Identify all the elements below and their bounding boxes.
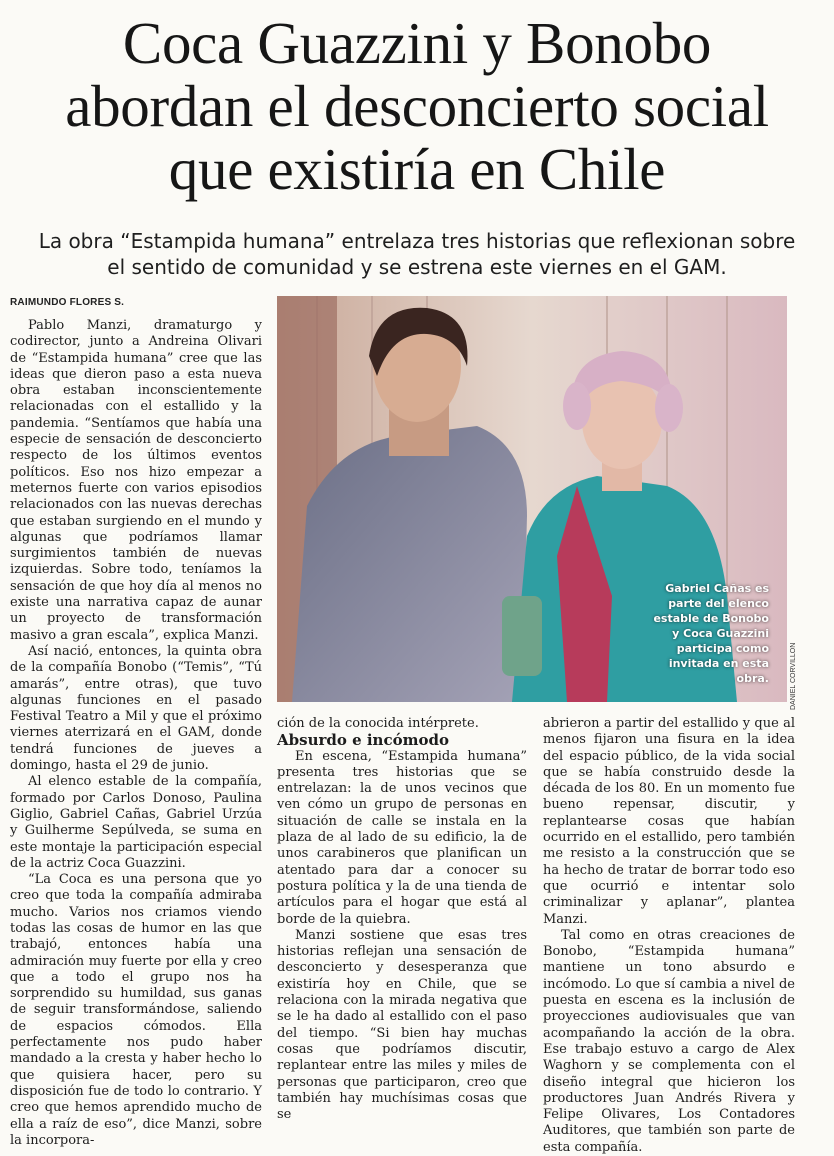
paragraph-continuation: ción de la conocida intérprete. [277, 716, 479, 731]
deck-line-2: el sentido de comunidad y se estrena este viernes en el GAM. [107, 255, 727, 279]
paragraph: Así nació, entonces, la quinta obra de la compañía Bonobo (“Temis”, “Tú amarás”, entre otras), que tuvo algunas funciones en el pasado Festival Teatro a Mil y que el próximo viernes aterrizará en el GAM, donde tendrá funciones de jueves a domingo, hasta el 29 de junio. [10, 643, 262, 774]
headline [10, 12, 824, 201]
paragraph: Pablo Manzi, dramaturgo y codirector, junto a Andreina Olivari de “Estampida humana” cree que las ideas que dieron paso a esta nueva obra estaban inconscientemente relacionadas con el estallido y la pandemia. “Sentíamos que había una especie de sensación de desconcierto respecto de los últimos eventos políticos. Eso nos hizo empezar a meternos fuerte con varios episodios relacionados con las nuevas derechas que estaban surgiendo en el mundo y algunas que podríamos llamar surgimientos también de nuevas izquierdas. Sobre todo, teníamos la sensación de que hoy día al menos no existe una narrativa capaz de aunar un proyecto de transformación masivo a gran escala”, explica Manzi. [10, 318, 262, 643]
article-photo [277, 296, 787, 702]
deck-subtitle [30, 228, 804, 280]
paragraph: Manzi sostiene que esas tres historias reflejan una sensación de desconcierto y desesperanza que existiría hoy en Chile, que se relaciona con la mirada negativa que se le ha dado al estallido con el paso del tiempo. “Si bien hay muchas cosas que podríamos discutir, replantear entre las miles y miles de personas que participaron, creo que también hay muchísimas cosas que se [277, 927, 527, 1123]
article-column-1 [10, 318, 262, 1149]
paragraph: Tal como en otras creaciones de Bonobo, “Estampida humana” mantiene un tono absurdo e incómodo. Lo que sí cambia a nivel de puesta en escena es la inclusión de proyecciones audiovisuales que van acompañando la acción de la obra. Ese trabajo estuvo a cargo de Alex Waghorn y se complementa con el diseño integral que hicieron los productores Juan Andrés Rivera y Felipe Olivares, Los Contadores Auditores, que también son parte de esta compañía. [543, 927, 795, 1155]
byline: RAIMUNDO FLORES S. [10, 297, 125, 308]
headline-line-1: Coca Guazzini y Bonobo [122, 10, 712, 76]
article-column-3 [543, 716, 795, 1156]
paragraph: “La Coca es una persona que yo creo que toda la compañía admiraba mucho. Varios nos criamos viendo todas las cosas de humor en las que trabajó, entonces había una admiración muy fuerte por ella y creo que a todo el grupo nos ha sorprendido su humildad, sus ganas de seguir transformándose, saliendo de espacios cómodos. Ella perfectamente nos pudo haber mandado a la cresta y haber hecho lo que quisiera hacer, pero su disposición fue de todo lo contrario. Y creo que hemos aprendido mucho de ella a raíz de eso”, dice Manzi, sobre la incorpora- [10, 872, 262, 1148]
deck-line-1: La obra “Estampida humana” entrelaza tres historias que reflexionan sobre [38, 229, 796, 253]
paragraph: En escena, “Estampida humana” presenta tres historias que se entrelazan: la de unos vecinos que ven cómo un grupo de personas en situación de calle se instala en la plaza de al lado de su edificio, la de unos carabineros que planifican un atentado para dar a conocer su postura política y la de una tienda de artículos para el hogar que está al borde de la quiebra. [277, 748, 527, 927]
paragraph-continuation: abrieron a partir del estallido y que al menos fijaron una fisura en la idea del espacio público, de la vida social que se había construido desde la década de los 80. En un momento fue bueno repensar, discutir, y replantearse cosas que habían ocurrido en el estallido, pero también me resisto a la construcción que se ha hecho de tratar de borrar todo eso que ocurrió e intentar solo criminalizar y aplanar”, plantea Manzi. [543, 716, 795, 927]
headline-line-3: que existiría en Chile [168, 136, 666, 202]
paragraph: Al elenco estable de la compañía, formado por Carlos Donoso, Paulina Giglio, Gabriel Cañas, Gabriel Urzúa y Guilherme Sepúlveda, se suma en este montaje la participación especial de la actriz Coca Guazzini. [10, 774, 262, 871]
photo-caption: Gabriel Cañas es parte del elenco estable de Bonobo y Coca Guazzini participa como invitada en esta obra. [653, 582, 769, 685]
headline-line-2: abordan el desconcierto social [65, 73, 769, 139]
photo-credit: DANIEL CORVILLON [790, 642, 797, 710]
section-subhead: Absurdo e incómodo [277, 731, 449, 750]
article-column-2 [277, 716, 527, 1123]
